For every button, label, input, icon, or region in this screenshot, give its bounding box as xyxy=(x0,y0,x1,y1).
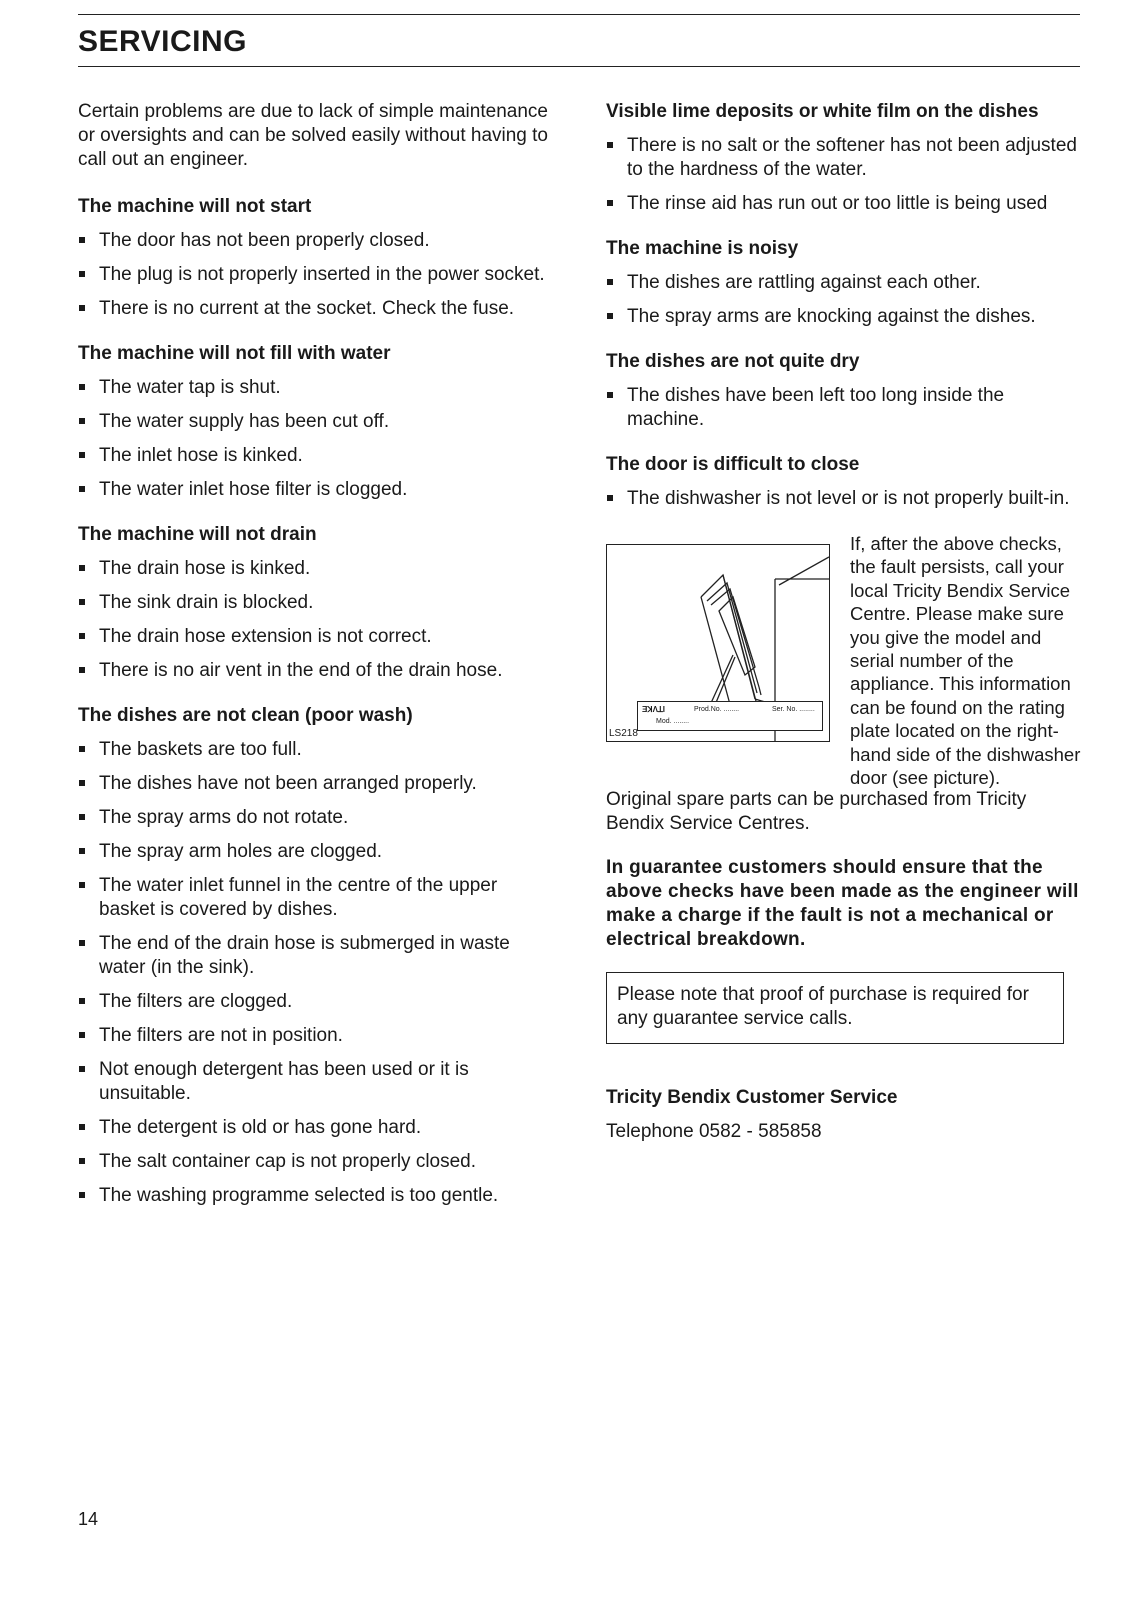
bullet-list xyxy=(78,557,552,683)
bullet-item: The drain hose extension is not correct. xyxy=(78,625,552,649)
bullet-list xyxy=(606,384,1084,432)
page-number: 14 xyxy=(78,1509,99,1529)
bullet-item: The detergent is old or has gone hard. xyxy=(78,1116,552,1140)
header-top-rule xyxy=(78,14,1080,15)
bullet-item: The dishwasher is not level or is not properly built-in. xyxy=(606,487,1084,511)
plate-ser-no: Ser. No. ........ xyxy=(772,706,815,713)
bullet-item: The filters are not in position. xyxy=(78,1024,552,1048)
rating-plate-instructions: If, after the above checks, the fault persists, call your local Tricity Bendix Service Centre. Please make sure you give the model and serial number of the appliance. This information can be found on the rating plate located on the right-hand side of the dishwasher door (see picture). xyxy=(850,533,1081,789)
plate-mod: Mod. ........ xyxy=(656,718,690,725)
bullet-item: The water inlet funnel in the centre of the upper basket is covered by dishes. xyxy=(78,874,552,922)
bullet-item: Not enough detergent has been used or it is unsuitable. xyxy=(78,1058,552,1106)
bullet-item: The water supply has been cut off. xyxy=(78,410,552,434)
bullet-item: The inlet hose is kinked. xyxy=(78,444,552,468)
bullet-item: The plug is not properly inserted in the power socket. xyxy=(78,263,552,287)
rating-plate-figure-row xyxy=(606,532,1084,789)
section-heading: The machine will not fill with water xyxy=(78,343,391,364)
bullet-item: The spray arm holes are clogged. xyxy=(78,840,552,864)
figure-code: LS218 xyxy=(609,728,638,739)
section-heading: The door is difficult to close xyxy=(606,454,860,475)
bullet-item: The washing programme selected is too gentle. xyxy=(78,1184,552,1208)
section-heading: The machine will not drain xyxy=(78,524,317,545)
bullet-list xyxy=(606,271,1084,329)
contact-heading: Tricity Bendix Customer Service xyxy=(606,1087,898,1108)
bullet-item: The rinse aid has run out or too little is being used xyxy=(606,192,1084,216)
bullet-item: The filters are clogged. xyxy=(78,990,552,1014)
bullet-item: The water tap is shut. xyxy=(78,376,552,400)
note-text: Please note that proof of purchase is required for any guarantee service calls. xyxy=(617,984,1029,1029)
bullet-item: The drain hose is kinked. xyxy=(78,557,552,581)
right-column xyxy=(606,100,1084,1144)
spare-parts-paragraph: Original spare parts can be purchased from Tricity Bendix Service Centres. xyxy=(606,789,1027,834)
intro-paragraph: Certain problems are due to lack of simple maintenance or oversights and can be solved easily without having to call out an engineer. xyxy=(78,101,548,170)
bullet-list xyxy=(78,738,552,1208)
bullet-item: The spray arms do not rotate. xyxy=(78,806,552,830)
section-heading: The dishes are not quite dry xyxy=(606,351,860,372)
bullet-item: There is no salt or the softener has not been adjusted to the hardness of the water. xyxy=(606,134,1084,182)
section-heading: Visible lime deposits or white film on the dishes xyxy=(606,101,1039,122)
rating-plate xyxy=(637,701,823,731)
page-title: SERVICING xyxy=(78,25,247,58)
bullet-item: The baskets are too full. xyxy=(78,738,552,762)
bullet-item: The dishes are rattling against each other. xyxy=(606,271,1084,295)
contact-phone: Telephone 0582 - 585858 xyxy=(606,1121,822,1142)
plate-logo: ƎꓘΛꓕI xyxy=(642,705,666,714)
bullet-item: The spray arms are knocking against the dishes. xyxy=(606,305,1084,329)
bullet-item: There is no current at the socket. Check the fuse. xyxy=(78,297,552,321)
bullet-item: The water inlet hose filter is clogged. xyxy=(78,478,552,502)
plate-prod-no: Prod.No. ........ xyxy=(694,706,740,713)
bullet-list xyxy=(606,487,1084,511)
bullet-list xyxy=(78,376,552,502)
bullet-item: The door has not been properly closed. xyxy=(78,229,552,253)
left-sections xyxy=(78,195,552,1208)
bullet-item: The sink drain is blocked. xyxy=(78,591,552,615)
bullet-list xyxy=(606,134,1084,216)
bullet-list xyxy=(78,229,552,321)
bullet-item: The dishes have been left too long inside the machine. xyxy=(606,384,1084,432)
section-heading: The machine will not start xyxy=(78,196,312,217)
bullet-item: There is no air vent in the end of the drain hose. xyxy=(78,659,552,683)
section-heading: The machine is noisy xyxy=(606,238,799,259)
right-sections xyxy=(606,100,1084,511)
header-bottom-rule xyxy=(78,66,1080,67)
guarantee-warning: In guarantee customers should ensure that the above checks have been made as the engineer will make a charge if the fault is not a mechanical or electrical breakdown. xyxy=(606,857,1079,950)
bullet-item: The end of the drain hose is submerged in waste water (in the sink). xyxy=(78,932,552,980)
bullet-item: The salt container cap is not properly closed. xyxy=(78,1150,552,1174)
proof-of-purchase-note xyxy=(606,972,1064,1044)
left-column xyxy=(78,100,552,1229)
bullet-item: The dishes have not been arranged properly. xyxy=(78,772,552,796)
section-heading: The dishes are not clean (poor wash) xyxy=(78,705,413,726)
rating-plate-illustration xyxy=(606,544,830,742)
